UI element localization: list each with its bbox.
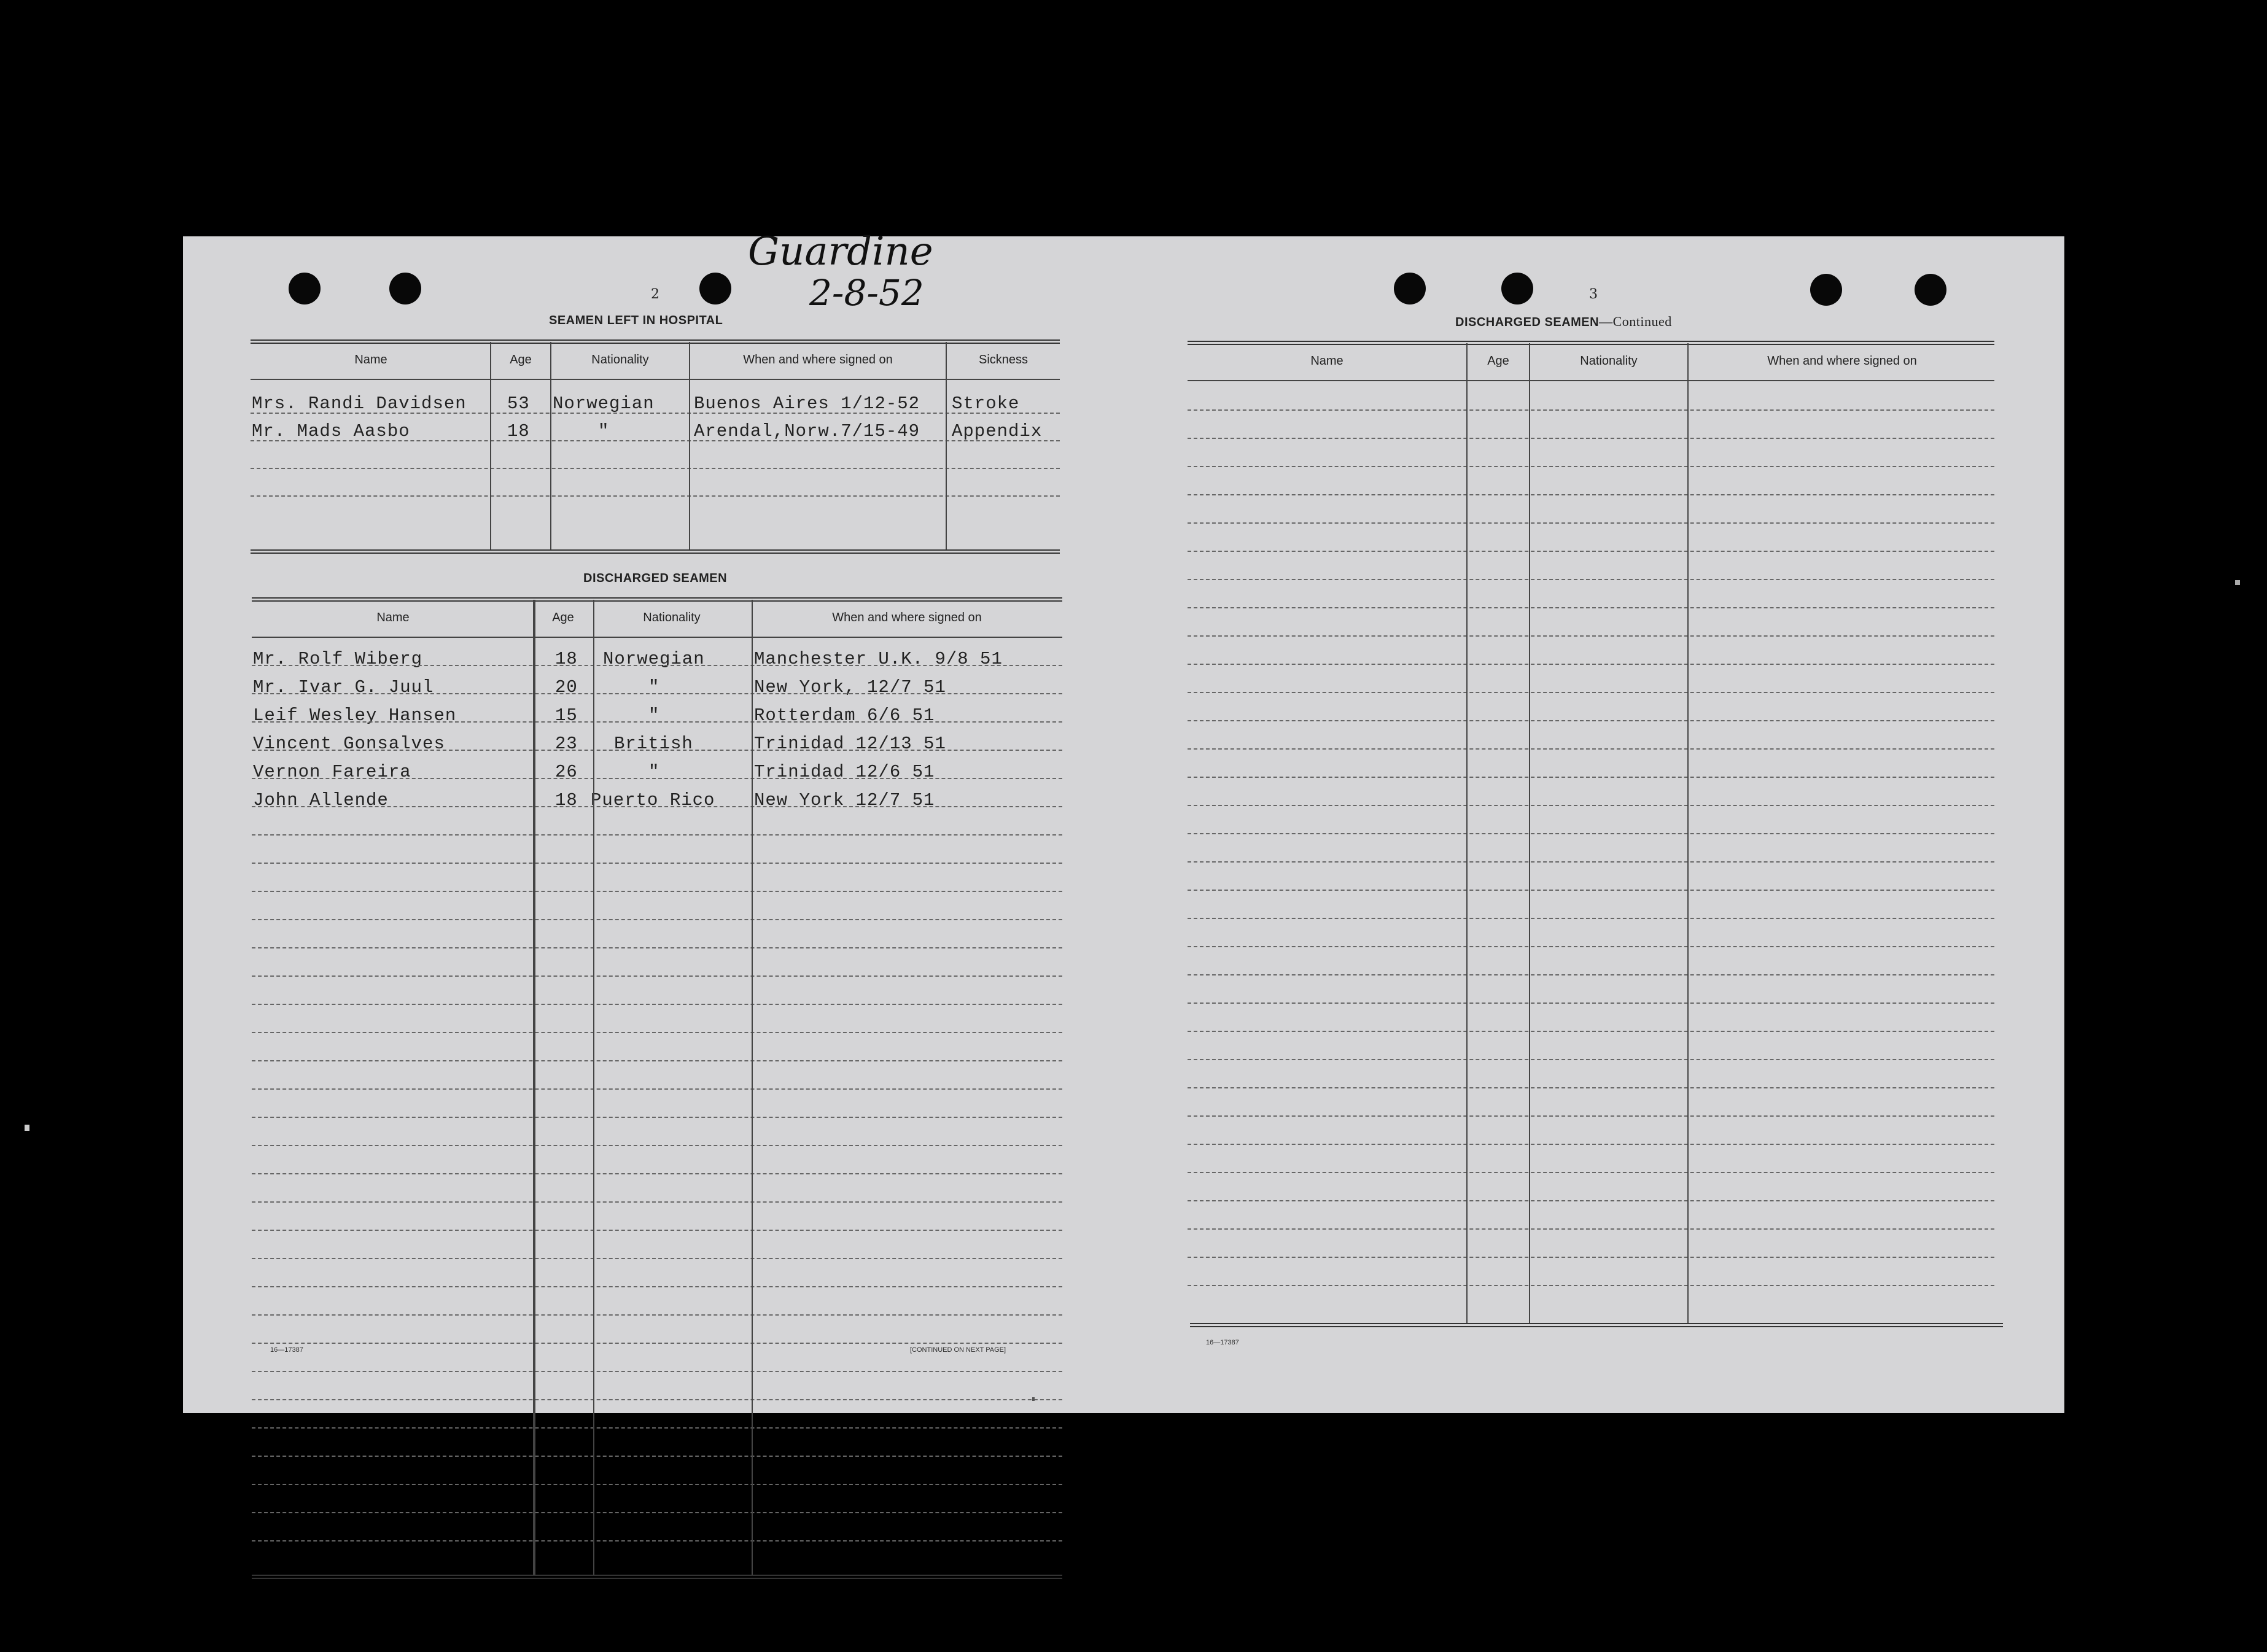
column-rule xyxy=(490,342,491,549)
seaman-name: Vincent Gonsalves xyxy=(253,734,445,754)
column-rule xyxy=(1687,343,1689,1323)
row-rule xyxy=(1188,1087,1994,1088)
seaman-nationality: " xyxy=(648,705,660,726)
row-rule xyxy=(252,1314,1062,1316)
row-rule xyxy=(252,1512,1062,1513)
row-rule xyxy=(252,806,1062,807)
seaman-age: 53 xyxy=(507,394,530,414)
row-rule xyxy=(252,1088,1062,1090)
column-rule xyxy=(1529,343,1530,1323)
row-rule xyxy=(252,1343,1062,1344)
table-rule xyxy=(252,637,1062,638)
table-rule xyxy=(252,597,1062,602)
row-rule xyxy=(1188,861,1994,863)
row-rule xyxy=(252,891,1062,892)
seaman-name: Vernon Fareira xyxy=(253,762,411,782)
row-rule xyxy=(1188,466,1994,467)
column-header: Age xyxy=(1487,354,1509,368)
column-header: When and where signed on xyxy=(832,611,982,624)
form-number: 16—17387 xyxy=(270,1346,303,1354)
row-rule xyxy=(252,1173,1062,1174)
column-header: Nationality xyxy=(643,611,701,624)
seaman-age: 18 xyxy=(555,790,578,810)
row-rule xyxy=(252,1258,1062,1259)
column-header: Sickness xyxy=(978,353,1029,366)
manifest-sheet xyxy=(183,229,2064,1413)
table-rule xyxy=(1190,1323,2003,1327)
row-rule xyxy=(252,1427,1062,1429)
row-rule xyxy=(1188,692,1994,693)
column-rule xyxy=(534,600,535,1575)
seaman-nationality: Puerto Rico xyxy=(591,790,715,810)
row-rule xyxy=(252,1145,1062,1146)
column-header: Name xyxy=(376,611,410,624)
table-rule xyxy=(251,549,1060,554)
row-rule xyxy=(1188,1200,1994,1201)
right-page-number: 3 xyxy=(1589,287,1598,302)
row-rule xyxy=(252,834,1062,836)
sickness: Appendix xyxy=(952,421,1043,441)
punch-hole xyxy=(1501,273,1533,304)
background-speck xyxy=(25,1125,29,1131)
row-rule xyxy=(1188,522,1994,524)
row-rule xyxy=(1188,579,1994,580)
row-rule xyxy=(1188,890,1994,891)
signed-on: Buenos Aires 1/12-52 xyxy=(694,394,920,414)
row-rule xyxy=(1188,1228,1994,1230)
seaman-name: Mr. Mads Aasbo xyxy=(252,421,410,441)
sickness: Stroke xyxy=(952,394,1020,414)
row-rule xyxy=(252,1484,1062,1485)
signed-on: New York, 12/7 51 xyxy=(754,677,946,697)
row-rule xyxy=(251,468,1060,469)
column-header: Name xyxy=(354,353,387,366)
row-rule xyxy=(1188,409,1994,411)
handwritten-note-name: Guardine xyxy=(748,229,933,274)
row-rule xyxy=(1188,607,1994,608)
continued-note: [CONTINUED ON NEXT PAGE] xyxy=(910,1346,1006,1354)
row-rule xyxy=(252,1060,1062,1061)
row-rule xyxy=(1188,494,1994,495)
paper-mark xyxy=(1032,1397,1035,1401)
column-header: Nationality xyxy=(591,353,649,366)
row-rule xyxy=(252,665,1062,666)
row-rule xyxy=(1188,1257,1994,1258)
table-rule xyxy=(252,1575,1062,1579)
row-rule xyxy=(1188,1115,1994,1117)
row-rule xyxy=(252,750,1062,751)
row-rule xyxy=(1188,1285,1994,1286)
form-number: 16—17387 xyxy=(1206,1339,1239,1346)
row-rule xyxy=(1188,1031,1994,1032)
column-rule xyxy=(593,600,594,1575)
row-rule xyxy=(1188,1059,1994,1060)
row-rule xyxy=(252,1032,1062,1033)
row-rule xyxy=(252,1456,1062,1457)
left-page-number: 2 xyxy=(651,287,659,302)
row-rule xyxy=(252,947,1062,948)
seaman-age: 15 xyxy=(555,705,578,726)
background-speck xyxy=(2235,580,2240,585)
row-rule xyxy=(252,919,1062,920)
row-rule xyxy=(252,975,1062,977)
row-rule xyxy=(1188,974,1994,975)
row-rule xyxy=(252,1230,1062,1231)
punch-hole xyxy=(699,273,731,304)
row-rule xyxy=(251,495,1060,497)
seaman-nationality: " xyxy=(598,421,610,441)
column-header: Name xyxy=(1310,354,1343,368)
row-rule xyxy=(252,1004,1062,1005)
row-rule xyxy=(1188,664,1994,665)
signed-on: Rotterdam 6/6 51 xyxy=(754,705,935,726)
row-rule xyxy=(1188,635,1994,637)
row-rule xyxy=(1188,748,1994,750)
seaman-nationality: British xyxy=(614,734,693,754)
row-rule xyxy=(252,1399,1062,1400)
seaman-nationality: Norwegian xyxy=(603,649,705,669)
column-rule xyxy=(752,600,753,1575)
hospital-section-title: SEAMEN LEFT IN HOSPITAL xyxy=(549,314,723,327)
table-rule xyxy=(1188,341,1994,345)
column-header: When and where signed on xyxy=(1767,354,1917,368)
signed-on: Trinidad 12/13 51 xyxy=(754,734,946,754)
seaman-name: John Allende xyxy=(253,790,389,810)
seaman-name: Mrs. Randi Davidsen xyxy=(252,394,467,414)
punch-hole xyxy=(289,273,321,304)
signed-on: Arendal,Norw.7/15-49 xyxy=(694,421,920,441)
row-rule xyxy=(1188,438,1994,439)
seaman-nationality: Norwegian xyxy=(553,394,655,414)
punch-hole xyxy=(389,273,421,304)
punch-hole xyxy=(1810,274,1842,306)
row-rule xyxy=(1188,1144,1994,1145)
column-header: Age xyxy=(510,353,532,366)
row-rule xyxy=(252,1286,1062,1287)
row-rule xyxy=(252,863,1062,864)
row-rule xyxy=(252,693,1062,694)
row-rule xyxy=(1188,551,1994,552)
table-rule xyxy=(251,339,1060,344)
discharged-section-title: DISCHARGED SEAMEN xyxy=(583,572,728,585)
seaman-name: Leif Wesley Hansen xyxy=(253,705,457,726)
row-rule xyxy=(1188,1002,1994,1004)
row-rule xyxy=(252,1117,1062,1118)
column-rule xyxy=(689,342,690,549)
column-header: When and where signed on xyxy=(743,353,893,366)
signed-on: Trinidad 12/6 51 xyxy=(754,762,935,782)
row-rule xyxy=(1188,833,1994,834)
seaman-age: 20 xyxy=(555,677,578,697)
column-rule xyxy=(1466,343,1468,1323)
handwritten-note-date: 2-8-52 xyxy=(809,272,924,314)
table-rule xyxy=(1188,380,1994,381)
seaman-nationality: " xyxy=(648,677,660,697)
row-rule xyxy=(252,721,1062,723)
row-rule xyxy=(252,1201,1062,1203)
signed-on: Manchester U.K. 9/8 51 xyxy=(754,649,1003,669)
row-rule xyxy=(252,1371,1062,1372)
row-rule xyxy=(1188,946,1994,947)
seaman-age: 26 xyxy=(555,762,578,782)
seaman-age: 18 xyxy=(555,649,578,669)
punch-hole xyxy=(1394,273,1426,304)
row-rule xyxy=(1188,777,1994,778)
column-header: Age xyxy=(552,611,574,624)
column-rule xyxy=(550,342,551,549)
seaman-age: 23 xyxy=(555,734,578,754)
row-rule xyxy=(1188,1172,1994,1173)
table-rule xyxy=(251,379,1060,380)
seaman-name: Mr. Ivar G. Juul xyxy=(253,677,434,697)
column-rule xyxy=(946,342,947,549)
column-header: Nationality xyxy=(1580,354,1638,368)
row-rule xyxy=(1188,720,1994,721)
row-rule xyxy=(252,778,1062,779)
punch-hole xyxy=(1915,274,1946,306)
right-section-title: DISCHARGED SEAMEN—Continued xyxy=(1455,314,1672,329)
row-rule xyxy=(1188,918,1994,919)
row-rule xyxy=(252,1540,1062,1541)
seaman-nationality: " xyxy=(648,762,660,782)
seaman-name: Mr. Rolf Wiberg xyxy=(253,649,423,669)
row-rule xyxy=(1188,805,1994,806)
seaman-age: 18 xyxy=(507,421,530,441)
signed-on: New York 12/7 51 xyxy=(754,790,935,810)
